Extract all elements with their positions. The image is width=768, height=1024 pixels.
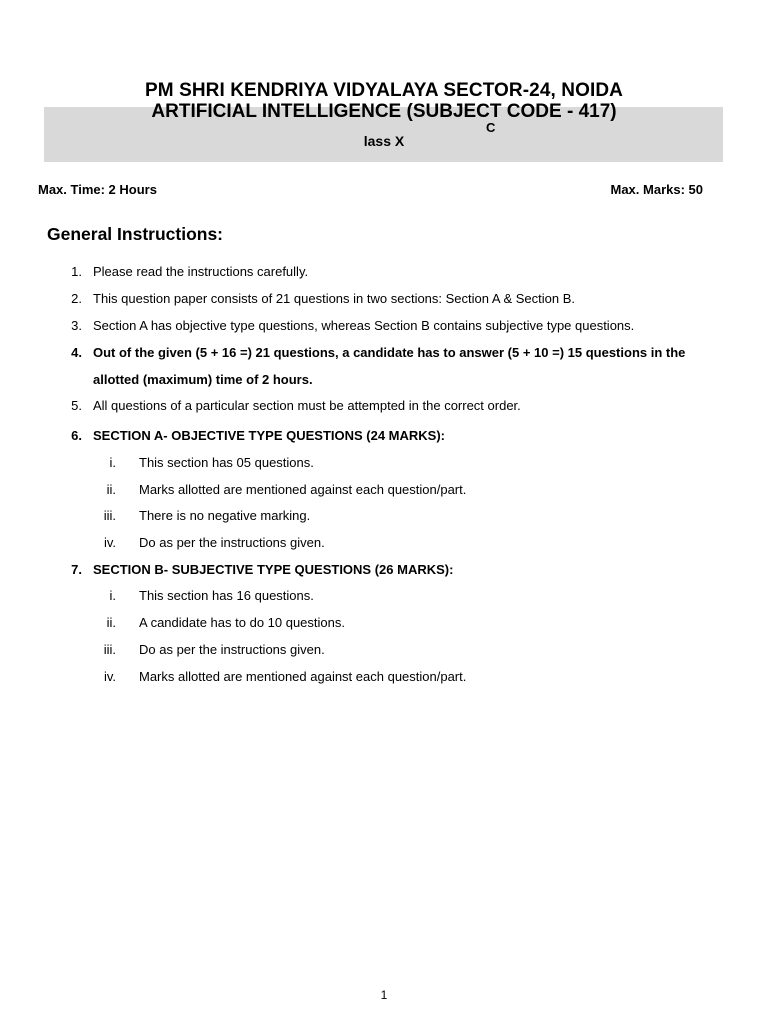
sub-item-number: i. bbox=[109, 588, 116, 603]
item-text: This question paper consists of 21 questions in two sections: Section A & Section B. bbox=[93, 291, 575, 306]
sub-item-text: There is no negative marking. bbox=[139, 508, 311, 523]
sub-item-number: iii. bbox=[103, 642, 116, 657]
item-number: 3. bbox=[71, 318, 82, 333]
item-number: 4. bbox=[71, 345, 82, 360]
item-text: SECTION B- SUBJECTIVE TYPE QUESTIONS (26 MARKS): bbox=[93, 562, 454, 577]
item-number: 5. bbox=[71, 398, 82, 413]
sub-item-number: ii. bbox=[106, 482, 116, 497]
stray-letter: C bbox=[486, 120, 496, 135]
instruction-item bbox=[0, 285, 768, 312]
school-title: PM SHRI KENDRIYA VIDYALAYA SECTOR-24, NOIDA bbox=[144, 80, 623, 101]
sub-item-text: Do as per the instructions given. bbox=[139, 642, 325, 657]
item-text: Section A has objective type questions, whereas Section B contains subjective type questions. bbox=[93, 318, 635, 333]
item-text-continued: allotted (maximum) time of 2 hours. bbox=[93, 372, 313, 387]
sub-item-number: iii. bbox=[103, 508, 116, 523]
instructions-heading: General Instructions: bbox=[47, 224, 224, 244]
sub-item-text: Marks allotted are mentioned against each question/part. bbox=[139, 669, 467, 684]
sub-item-text: Marks allotted are mentioned against each question/part. bbox=[139, 482, 467, 497]
page-number: 1 bbox=[380, 988, 388, 1002]
sub-item bbox=[0, 609, 768, 636]
item-text: SECTION A- OBJECTIVE TYPE QUESTIONS (24 MARKS): bbox=[93, 428, 446, 443]
sub-item-text: Do as per the instructions given. bbox=[139, 535, 325, 550]
sub-item-number: iv. bbox=[103, 535, 116, 550]
sub-item-text: This section has 16 questions. bbox=[139, 588, 314, 603]
sub-item bbox=[0, 502, 768, 529]
item-number: 2. bbox=[71, 291, 82, 306]
max-time: Max. Time: 2 Hours bbox=[38, 182, 157, 197]
instruction-item bbox=[0, 392, 768, 419]
item-number: 6. bbox=[71, 428, 82, 443]
sub-item-number: ii. bbox=[106, 615, 116, 630]
max-marks: Max. Marks: 50 bbox=[610, 182, 703, 197]
sub-item-text: A candidate has to do 10 questions. bbox=[139, 615, 345, 630]
instruction-item bbox=[0, 312, 768, 339]
section-b-heading bbox=[0, 556, 768, 583]
sub-item-text: This section has 05 questions. bbox=[139, 455, 314, 470]
item-number: 7. bbox=[71, 562, 82, 577]
item-text: Please read the instructions carefully. bbox=[93, 264, 309, 279]
sub-item-number: i. bbox=[109, 455, 116, 470]
sub-item bbox=[0, 663, 768, 690]
sub-item bbox=[0, 449, 768, 476]
subject-title: ARTIFICIAL INTELLIGENCE (SUBJECT CODE - 417) bbox=[151, 101, 617, 122]
item-text: All questions of a particular section must be attempted in the correct order. bbox=[93, 398, 521, 413]
item-number: 1. bbox=[71, 264, 82, 279]
sub-item bbox=[0, 582, 768, 609]
sub-item bbox=[0, 636, 768, 663]
sub-item bbox=[0, 529, 768, 556]
sub-item-number: iv. bbox=[103, 669, 116, 684]
sub-item bbox=[0, 476, 768, 503]
section-a-heading bbox=[0, 422, 768, 449]
item-text: Out of the given (5 + 16 =) 21 questions, a candidate has to answer (5 + 10 =) 15 questions in the bbox=[93, 345, 686, 360]
instruction-item bbox=[0, 339, 768, 393]
instruction-item bbox=[0, 258, 768, 285]
class-label: lass X bbox=[363, 133, 405, 149]
